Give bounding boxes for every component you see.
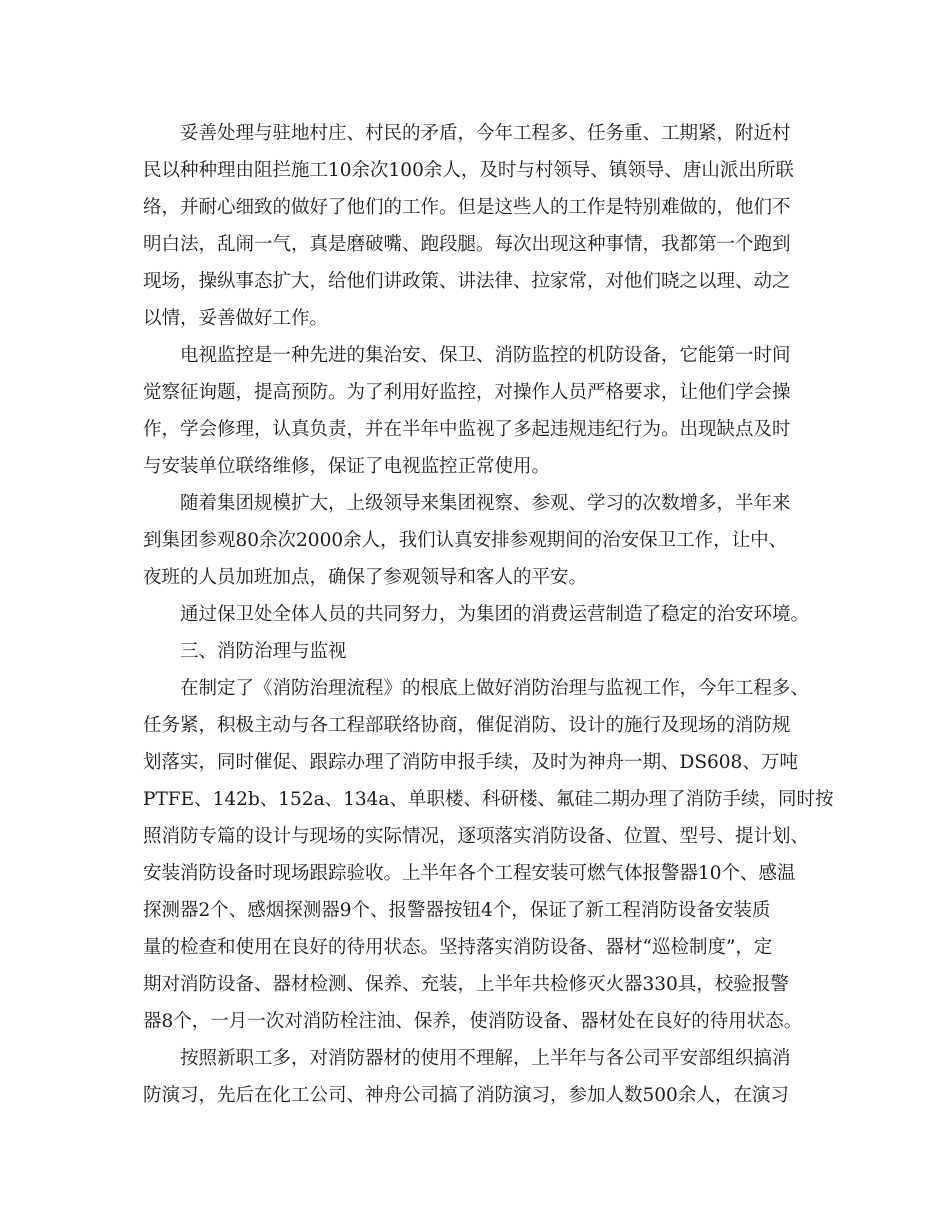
paragraph-line: 安装消防设备时现场跟踪验收。上半年各个工程安装可燃气体报警器10个、感温	[143, 863, 796, 884]
paragraph-line: 明白法，乱闹一气，真是磨破嘴、跑段腿。每次出现这种事情，我都第一个跑到	[143, 234, 791, 255]
paragraph-line: 期对消防设备、器材检测、保养、充装，上半年共检修灭火器330具，校验报警	[143, 974, 789, 995]
paragraph-line: 觉察征询题，提高预防。为了利用好监控，对操作人员严格要求，让他们学会操	[143, 382, 791, 403]
paragraph-line: 夜班的人员加班加点，确保了参观领导和客人的平安。	[143, 567, 588, 588]
paragraph-line: 防演习，先后在化工公司、神舟公司搞了消防演习，参加人数500余人，在演习	[143, 1085, 789, 1106]
paragraph-line: 照消防专篇的设计与现场的实际情况，逐项落实消防设备、位置、型号、提计划、	[143, 826, 810, 847]
paragraph-line: 探测器2个、感烟探测器9个、报警器按钮4个，保证了新工程消防设备安装质	[143, 900, 771, 921]
paragraph-line: 任务紧，积极主动与各工程部联络协商，催促消防、设计的施行及现场的消防规	[143, 715, 791, 736]
paragraph-line: 络，并耐心细致的做好了他们的工作。但是这些人的工作是特别难做的，他们不	[143, 197, 791, 218]
paragraph-line: 量的检查和使用在良好的待用状态。坚持落实消防设备、器材“巡检制度”，定	[143, 937, 773, 958]
paragraph-line: 按照新职工多，对消防器材的使用不理解，上半年与各公司平安部组织搞消	[180, 1048, 791, 1069]
paragraph-line: 妥善处理与驻地村庄、村民的矛盾，今年工程多、任务重、工期紧，附近村	[180, 123, 791, 144]
paragraph-line: 以情，妥善做好工作。	[143, 308, 329, 329]
paragraph-line: 通过保卫处全体人员的共同努力，为集团的消费运营制造了稳定的治安环境。	[180, 604, 810, 625]
paragraph-line: 随着集团规模扩大，上级领导来集团视察、参观、学习的次数增多，半年来	[180, 493, 791, 514]
paragraph-line: 与安装单位联络维修，保证了电视监控正常使用。	[143, 456, 551, 477]
paragraph-line: PTFE、142b、152a、134a、单职楼、科研楼、氟硅二期办理了消防手续，同时按	[143, 789, 834, 810]
paragraph-line: 划落实，同时催促、跟踪办理了消防申报手续，及时为神舟一期、DS608、万吨	[143, 752, 798, 773]
paragraph-line: 在制定了《消防治理流程》的根底上做好消防治理与监视工作，今年工程多、	[180, 678, 810, 699]
paragraph-line: 电视监控是一种先进的集治安、保卫、消防监控的机防设备，它能第一时间	[180, 345, 791, 366]
paragraph-line: 器8个，一月一次对消防栓注油、保养，使消防设备、器材处在良好的待用状态。	[143, 1011, 803, 1032]
paragraph-line: 作，学会修理，认真负责，并在半年中监视了多起违规违纪行为。出现缺点及时	[143, 419, 791, 440]
section-heading: 三、消防治理与监视	[180, 641, 347, 662]
paragraph-line: 现场，操纵事态扩大，给他们讲政策、讲法律、拉家常，对他们晓之以理、动之	[143, 271, 791, 292]
paragraph-line: 民以种种理由阻拦施工10余次100余人，及时与村领导、镇领导、唐山派出所联	[143, 160, 794, 181]
paragraph-line: 到集团参观80余次2000余人，我们认真安排参观期间的治安保卫工作，让中、	[143, 530, 788, 551]
